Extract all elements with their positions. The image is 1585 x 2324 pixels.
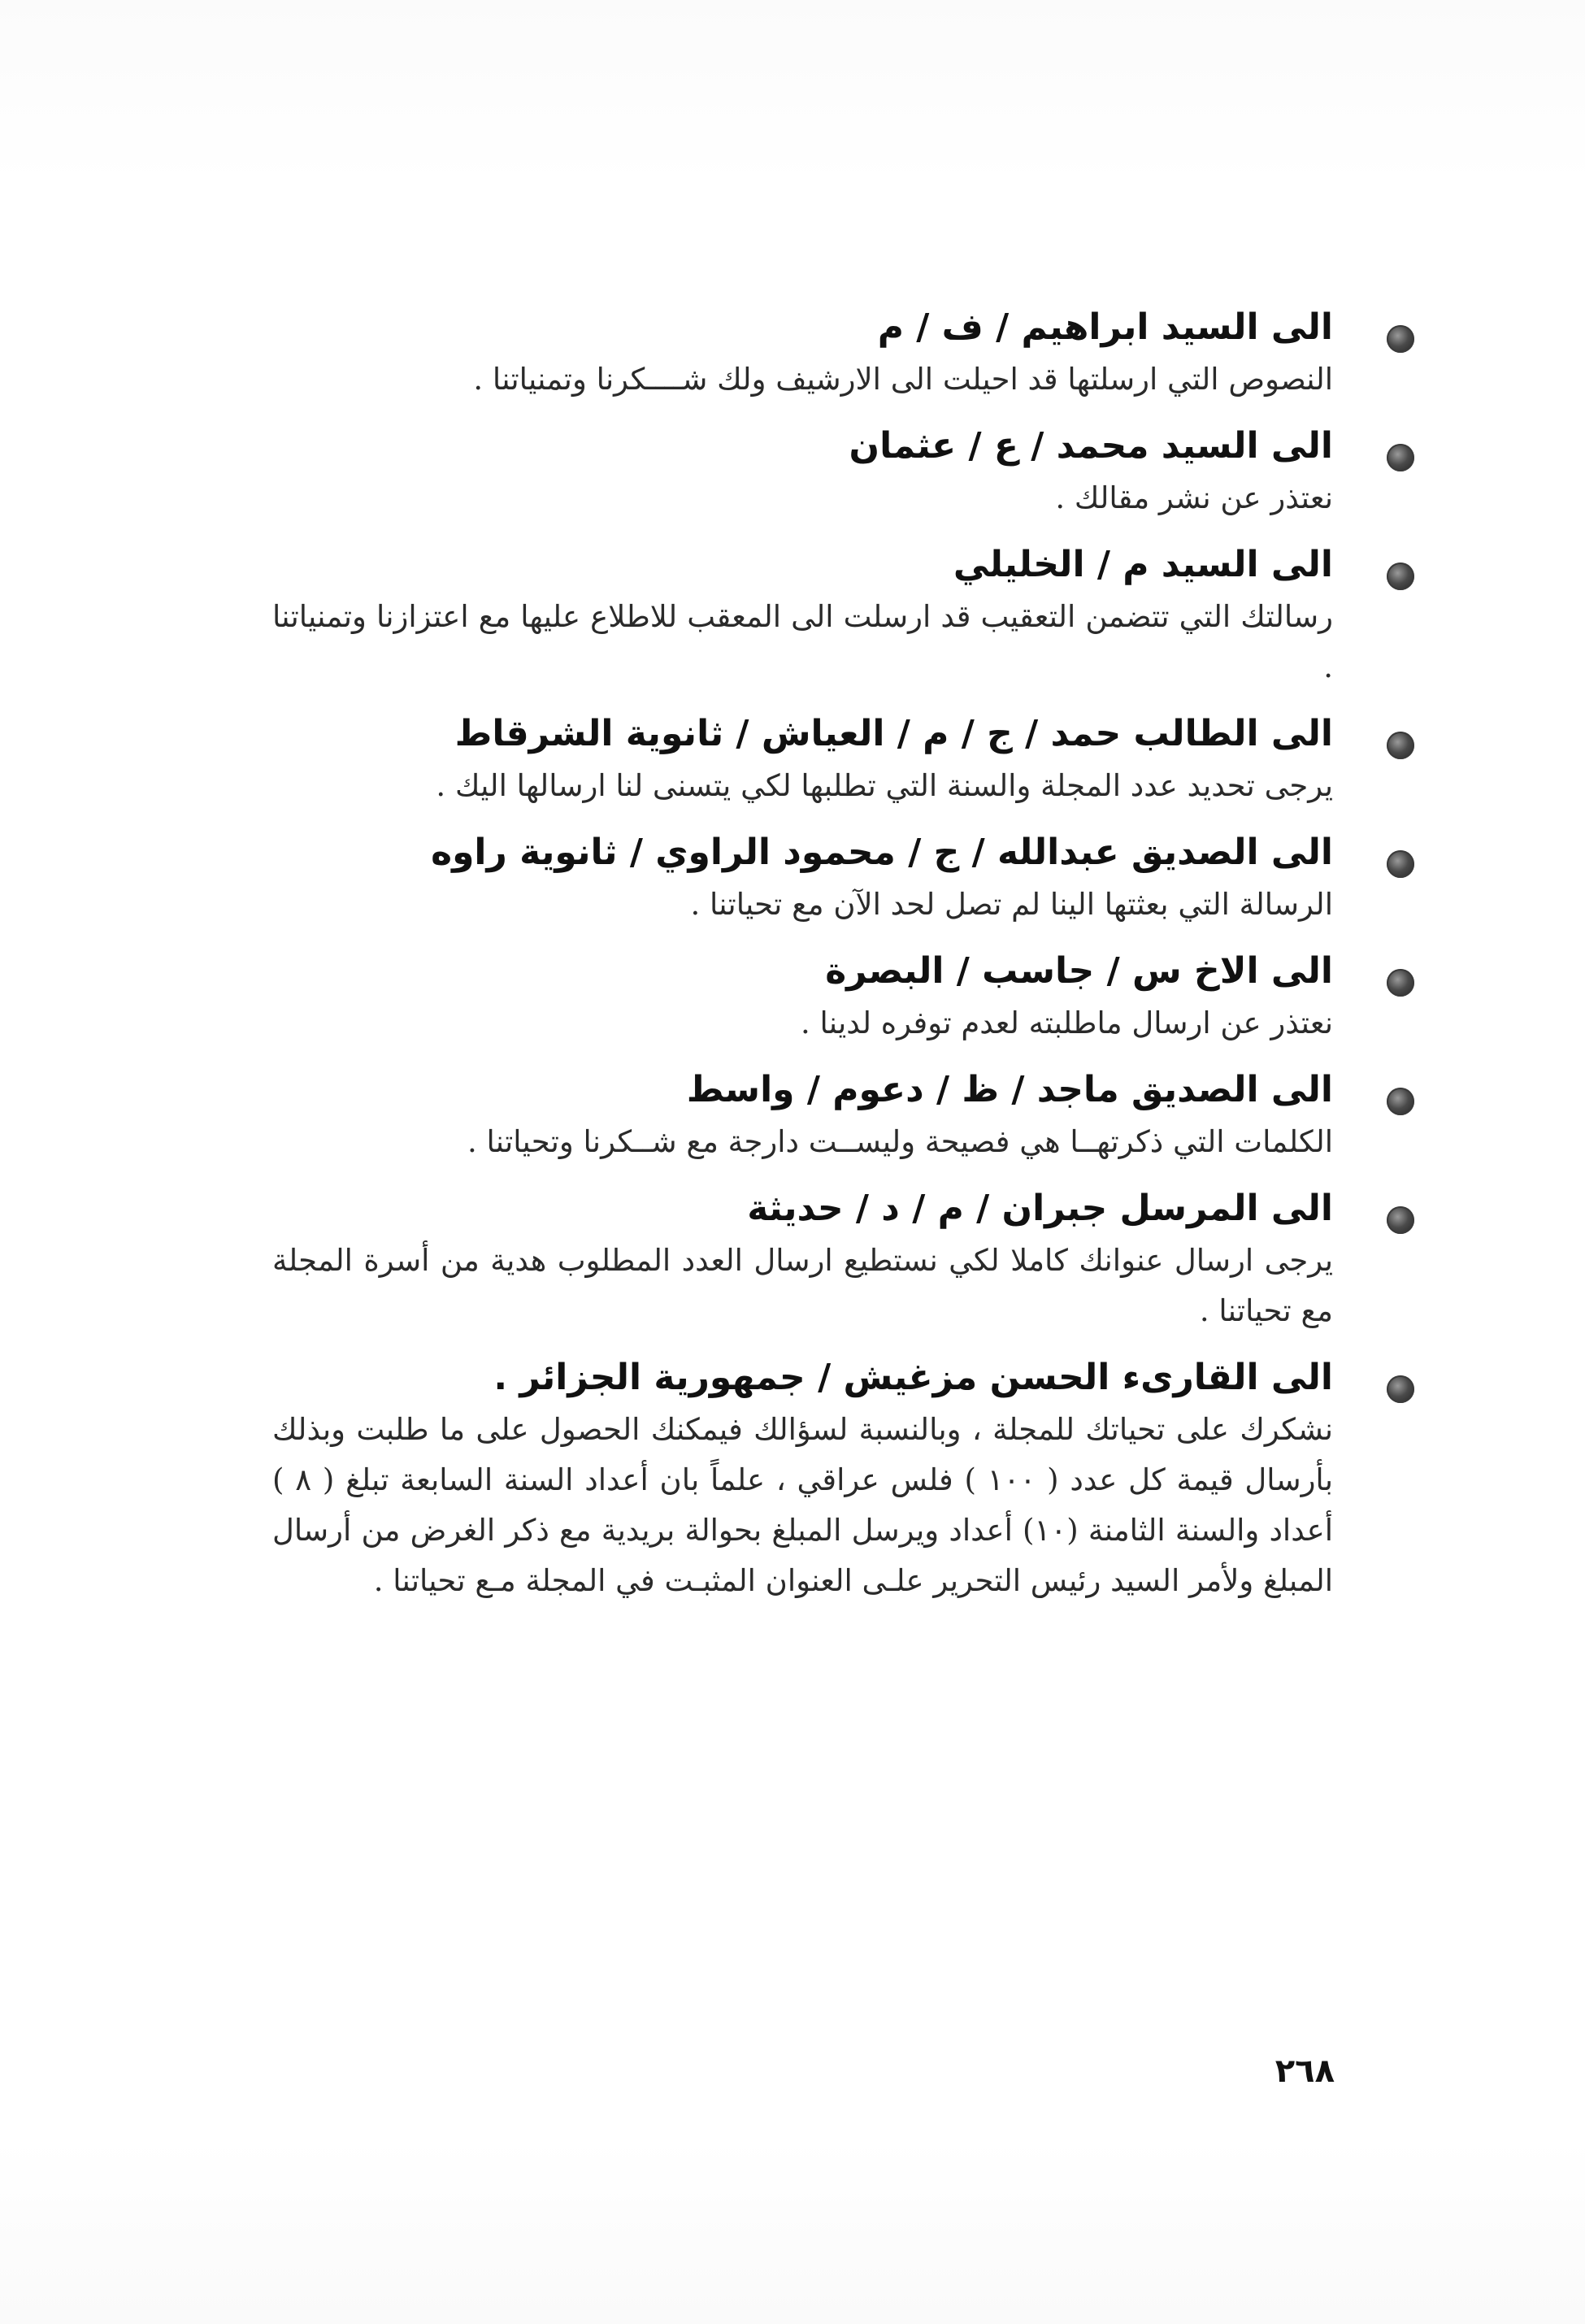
- entry-body: الرسالة التي بعثتها الينا لم تصل لحد الآن مع تحياتنا .: [690, 887, 1333, 922]
- reply-entry: [272, 301, 1333, 405]
- bullet-icon: [1387, 1375, 1414, 1403]
- bullet-icon: [1387, 850, 1414, 878]
- entry-heading: الى الطالب حمد / ج / م / العياش / ثانوية الشرقاط: [454, 713, 1333, 754]
- reply-entry: [272, 826, 1333, 930]
- entry-body: النصوص التي ارسلتها قد احيلت الى الارشيف ولك شــــكرنا وتمنياتنا .: [473, 362, 1333, 397]
- bullet-icon: [1387, 563, 1414, 590]
- entry-heading: الى السيد محمد / ع / عثمان: [849, 425, 1333, 467]
- entry-heading: الى السيد ابراهيم / ف / م: [877, 306, 1333, 348]
- page-number: ٢٦٨: [1275, 2053, 1335, 2090]
- bullet-icon: [1387, 1088, 1414, 1115]
- reply-entry: [272, 1351, 1333, 1606]
- reply-entry: [272, 538, 1333, 693]
- entry-heading: الى السيد م / الخليلي: [953, 544, 1333, 585]
- entry-heading: الى الاخ س / جاسب / البصرة: [825, 950, 1333, 992]
- entry-body: نشكرك على تحياتك للمجلة ، وبالنسبة لسؤالك فيمكنك الحصول على ما طلبت وبذلك بأرسال قيمة كل عدد ( ١٠٠ ) فلس عراقي ، علماً بان أعداد السنة السابعة تبلغ ( ٨ ) أعداد والسنة الثامنة (١٠) أعداد ويرسل المبلغ بحوالة بريدية مع ذكر الغرض من أرسال المبلغ ولأمر السيد رئيس التحرير علـى العنوان المثبـت في المجلة مـع تحياتنا .: [272, 1412, 1334, 1598]
- bullet-icon: [1387, 1206, 1414, 1234]
- reply-entry: [272, 945, 1333, 1049]
- entry-heading: الى المرسل جبران / م / د / حديثة: [747, 1188, 1333, 1229]
- entry-body: نعتذر عن ارسال ماطلبته لعدم توفره لدينا .: [801, 1006, 1333, 1040]
- entry-body: رسالتك التي تتضمن التعقيب قد ارسلت الى المعقب للاطلاع عليها مع اعتزازنا وتمنياتنا .: [272, 599, 1333, 684]
- bullet-icon: [1387, 732, 1414, 759]
- reply-entry: [272, 419, 1333, 523]
- letters-column: [272, 301, 1333, 1621]
- bullet-icon: [1387, 444, 1414, 471]
- reply-entry: [272, 707, 1333, 811]
- entry-heading: الى القارىء الحسن مزغيش / جمهورية الجزائر .: [493, 1357, 1333, 1398]
- reply-entry: [272, 1063, 1333, 1167]
- entry-body: نعتذر عن نشر مقالك .: [1055, 480, 1333, 515]
- reply-entry: [272, 1182, 1333, 1336]
- entry-body: يرجى تحديد عدد المجلة والسنة التي تطلبها لكي يتسنى لنا ارسالها اليك .: [436, 768, 1333, 803]
- entry-body: الكلمات التي ذكرتهــا هي فصيحة وليســت دارجة مع شــكرنا وتحياتنا .: [467, 1124, 1333, 1159]
- bullet-icon: [1387, 325, 1414, 353]
- entry-heading: الى الصديق عبدالله / ج / محمود الراوي / ثانوية راوه: [431, 832, 1333, 873]
- entry-body: يرجى ارسال عنوانك كاملا لكي نستطيع ارسال العدد المطلوب هدية من أسرة المجلة مع تحياتنا .: [272, 1243, 1333, 1328]
- bullet-icon: [1387, 969, 1414, 997]
- entry-heading: الى الصديق ماجد / ظ / دعوم / واسط: [686, 1069, 1333, 1110]
